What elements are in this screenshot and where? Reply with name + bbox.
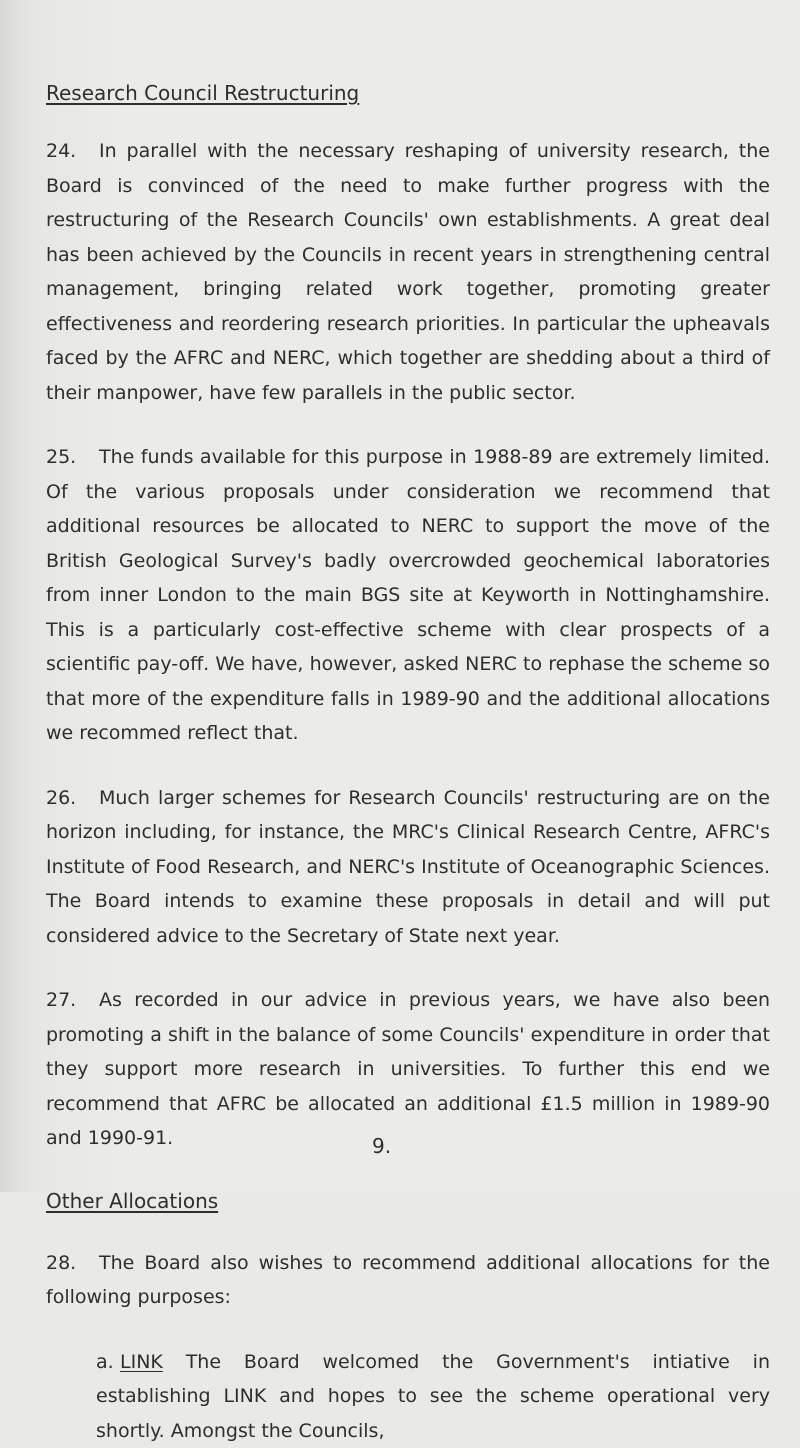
- paragraph-text: Much larger schemes for Research Councils' restructuring are on the horizon including, for instance, the MRC's Clinical Research Centre, AFRC's Institute of Food Research, and NERC's Institute of Oceanographic Sciences. The Board intends to examine these proposals in detail and will put considered advice to the Secretary of State next year.: [46, 787, 770, 947]
- section-heading-research-council-restructuring: Research Council Restructuring: [46, 78, 770, 108]
- section-heading-other-allocations: Other Allocations: [46, 1186, 770, 1216]
- paragraph-text: The funds available for this purpose in 1988-89 are extremely limited. Of the various proposals under consideration we recommend that additional resources be allocated to NERC to support the move of the British Geological Survey's badly overcrowded geochemical laboratories from inner London to the main BGS site at Keyworth in Nottinghamshire. This is a particularly cost-effective scheme with clear prospects of a scientific pay-off. We have, however, asked NERC to rephase the scheme so that more of the expenditure falls in 1989-90 and the additional allocations we recommed reflect that.: [46, 446, 770, 744]
- list-item-a: [46, 1345, 770, 1448]
- paragraph-number: 26.: [46, 781, 99, 816]
- paragraph-text: As recorded in our advice in previous years, we have also been promoting a shift in the balance of some Councils' expenditure in order that they support more research in universities. To further this end we recommend that AFRC be allocated an additional £1.5 million in 1989-90 and 1990-91.: [46, 989, 770, 1149]
- paragraph-number: 25.: [46, 440, 99, 475]
- list-item-text: The Board welcomed the Government's intiative in establishing LINK and hopes to see the scheme operational very shortly. Amongst the Councils,: [96, 1351, 770, 1442]
- paragraph-25: [46, 440, 770, 751]
- document-body: [46, 78, 770, 1448]
- paragraph-27: [46, 983, 770, 1156]
- paragraph-28: [46, 1246, 770, 1315]
- paragraph-number: 24.: [46, 134, 99, 169]
- paragraph-text: The Board also wishes to recommend additional allocations for the following purposes:: [46, 1252, 770, 1309]
- list-item-term: LINK: [120, 1351, 163, 1373]
- paragraph-26: [46, 781, 770, 954]
- paragraph-number: 27.: [46, 983, 99, 1018]
- paragraph-text: In parallel with the necessary reshaping of university research, the Board is convinced of the need to make further progress with the restructuring of the Research Councils' own establishments. A great deal has been achieved by the Councils in recent years in strengthening central management, bringing related work together, promoting greater effectiveness and reordering research priorities. In particular the upheavals faced by the AFRC and NERC, which together are shedding about a third of their manpower, have few parallels in the public sector.: [46, 140, 770, 404]
- paragraph-number: 28.: [46, 1246, 99, 1281]
- list-item-letter: a.: [96, 1345, 120, 1380]
- page-number: 9.: [372, 1134, 391, 1158]
- paragraph-24: [46, 134, 770, 410]
